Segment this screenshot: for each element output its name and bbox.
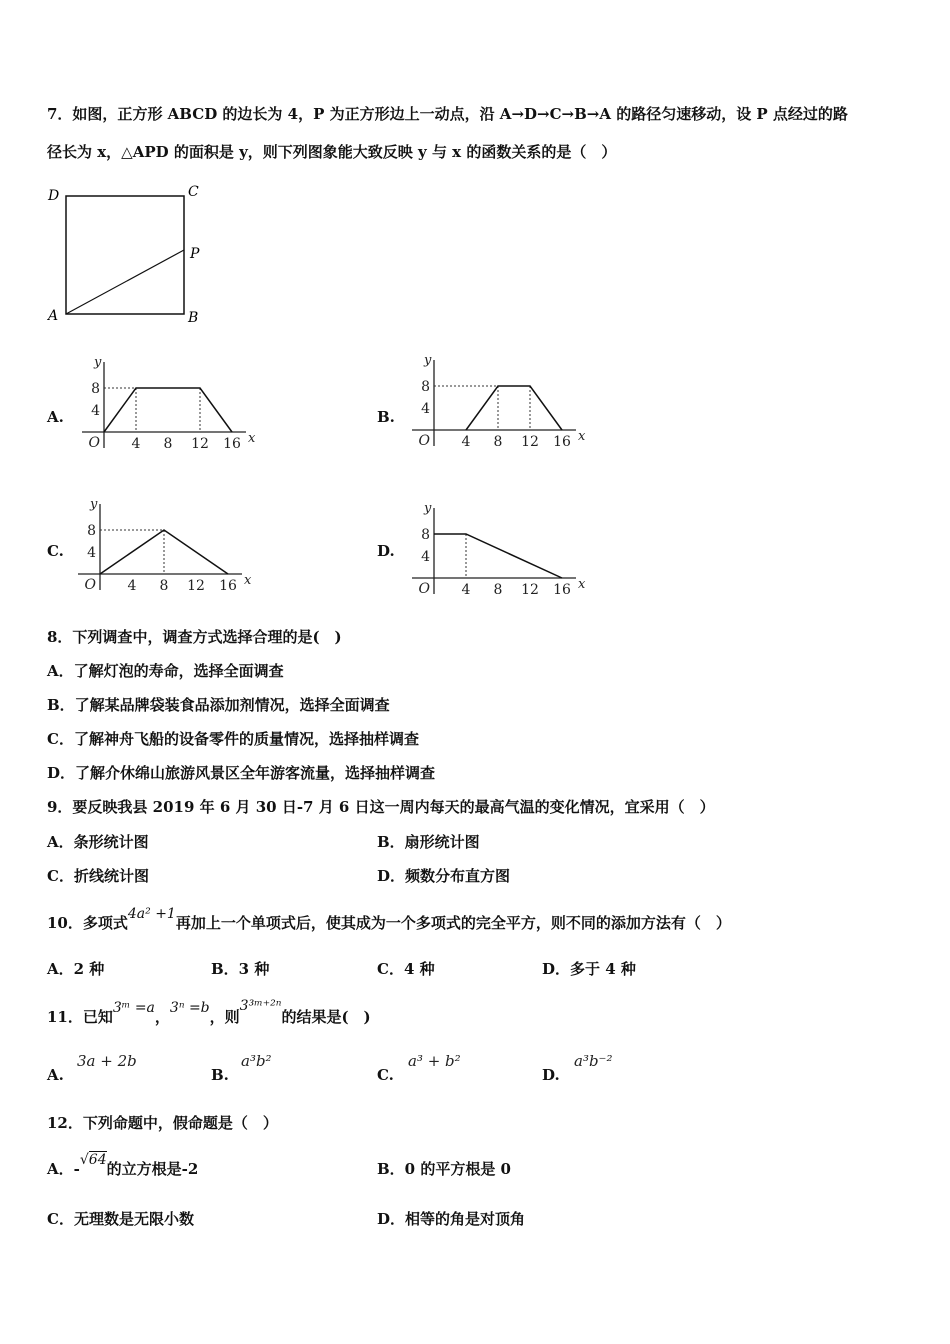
- x-axis-label: x: [248, 431, 256, 446]
- q12-option-a-suffix: 的立方根是-2: [106, 1160, 199, 1178]
- q8-option-b: B．了解某品牌袋装食品添加剂情况，选择全面调查: [47, 696, 390, 714]
- x-tick-label: 4: [131, 436, 141, 452]
- series-line: [466, 386, 562, 430]
- q12-option-b: B．0 的平方根是 0: [377, 1160, 511, 1178]
- q8-stem: 8．下列调查中，调查方式选择合理的是( ): [47, 628, 342, 646]
- y-axis-label: y: [424, 353, 432, 368]
- x-tick-label: 16: [223, 436, 241, 452]
- origin-label: O: [84, 577, 96, 593]
- q11-condition-2: 3ⁿ =b: [169, 1000, 210, 1016]
- x-axis-label: x: [578, 429, 586, 444]
- q12-option-a: [47, 1152, 199, 1179]
- x-tick-label: 8: [163, 436, 173, 452]
- q7-option-c-label: C.: [47, 542, 64, 560]
- q12-option-c: C．无理数是无限小数: [47, 1210, 194, 1228]
- y-tick-label: 8: [91, 381, 100, 397]
- q11-option-a-label: A.: [47, 1066, 64, 1084]
- q8-option-a: A．了解灯泡的寿命，选择全面调查: [47, 662, 284, 680]
- q11-expression: 3³ᵐ⁺²ⁿ: [239, 998, 282, 1014]
- y-tick-label: 8: [421, 527, 430, 543]
- q10-option-a: A．2 种: [47, 960, 105, 978]
- q7-option-d-chart: [404, 498, 594, 600]
- x-tick-label: 16: [553, 434, 571, 450]
- series-line: [104, 388, 232, 432]
- q11-option-d: a³b⁻²: [574, 1052, 613, 1070]
- x-tick-label: 12: [187, 578, 205, 594]
- y-tick-label: 4: [91, 403, 100, 419]
- x-tick-label: 12: [521, 582, 539, 598]
- q11-stem: [47, 998, 371, 1027]
- q11-comma: ，: [154, 1008, 170, 1026]
- x-axis-label: x: [578, 577, 586, 592]
- x-tick-label: 4: [461, 434, 471, 450]
- q10-polynomial: 4a² +1: [127, 906, 176, 922]
- q9-option-c: C．折线统计图: [47, 867, 149, 885]
- y-tick-label: 4: [421, 401, 430, 417]
- q11-prefix: 11．已知: [47, 1008, 113, 1026]
- q12-option-a-prefix: A．-: [47, 1160, 80, 1178]
- series-line: [434, 534, 562, 578]
- q11-condition-1: 3ᵐ =a: [112, 1000, 155, 1016]
- y-tick-label: 8: [87, 523, 96, 539]
- q7-option-d-label: D.: [377, 542, 395, 560]
- q8-option-c: C．了解神舟飞船的设备零件的质量情况，选择抽样调查: [47, 730, 419, 748]
- x-tick-label: 4: [461, 582, 471, 598]
- y-axis-label: y: [94, 355, 102, 370]
- q11-suffix: 的结果是( ): [281, 1008, 371, 1026]
- q10-option-d: D．多于 4 种: [542, 960, 636, 978]
- y-axis-label: y: [90, 497, 98, 512]
- x-tick-label: 8: [493, 582, 503, 598]
- q7-stem-line2: 径长为 x，△APD 的面积是 y，则下列图象能大致反映 y 与 x 的函数关系的是（ ）: [47, 143, 617, 161]
- q11-option-b: a³b²: [241, 1052, 272, 1070]
- square-figure: [40, 180, 220, 330]
- vertex-label-a: A: [48, 308, 59, 324]
- x-tick-label: 8: [159, 578, 169, 594]
- origin-label: O: [88, 435, 100, 451]
- vertex-label-c: C: [188, 184, 199, 200]
- q7-option-a-chart: [74, 352, 264, 454]
- y-axis-label: y: [424, 501, 432, 516]
- q10-suffix: 再加上一个单项式后，使其成为一个多项式的完全平方，则不同的添加方法有（ ）: [175, 914, 731, 932]
- q11-option-d-label: D.: [542, 1066, 560, 1084]
- q11-option-a: 3a + 2b: [77, 1052, 137, 1070]
- sqrt-icon: √64: [79, 1152, 107, 1168]
- q7-option-a-label: A.: [47, 408, 64, 426]
- q11-option-c-label: C.: [377, 1066, 394, 1084]
- q9-option-d: D．频数分布直方图: [377, 867, 511, 885]
- q8-option-d: D．了解介休绵山旅游风景区全年游客流量，选择抽样调查: [47, 764, 436, 782]
- y-tick-label: 4: [421, 549, 430, 565]
- q12-option-d: D．相等的角是对顶角: [377, 1210, 526, 1228]
- q7-option-b-label: B.: [377, 408, 395, 426]
- q7-stem-line1: 7．如图，正方形 ABCD 的边长为 4，P 为正方形边上一动点，沿 A→D→C→B→A 的路径匀速移动，设 P 点经过的路: [47, 105, 848, 123]
- q11-option-c: a³ + b²: [408, 1052, 461, 1070]
- y-tick-label: 4: [87, 545, 96, 561]
- origin-label: O: [418, 581, 430, 597]
- q12-radicand: 64: [88, 1152, 107, 1168]
- x-tick-label: 8: [493, 434, 503, 450]
- x-tick-label: 16: [553, 582, 571, 598]
- x-tick-label: 12: [191, 436, 209, 452]
- x-tick-label: 16: [219, 578, 237, 594]
- point-label-p: P: [190, 246, 200, 262]
- q10-option-b: B．3 种: [211, 960, 270, 978]
- vertex-label-d: D: [48, 188, 60, 204]
- q11-then: ，则: [209, 1008, 240, 1026]
- x-tick-label: 12: [521, 434, 539, 450]
- q12-stem: 12．下列命题中，假命题是（ ）: [47, 1114, 278, 1132]
- vertex-label-b: B: [188, 310, 199, 326]
- q9-stem: 9．要反映我县 2019 年 6 月 30 日-7 月 6 日这一周内每天的最高气温的变化情况，宜采用（ ）: [47, 798, 715, 816]
- q10-stem: [47, 906, 731, 933]
- x-axis-label: x: [244, 573, 252, 588]
- q7-option-c-chart: [70, 494, 260, 596]
- origin-label: O: [418, 433, 430, 449]
- y-tick-label: 8: [421, 379, 430, 395]
- q9-option-a: A．条形统计图: [47, 833, 149, 851]
- q10-option-c: C．4 种: [377, 960, 435, 978]
- q9-option-b: B．扇形统计图: [377, 833, 480, 851]
- q10-prefix: 10．多项式: [47, 914, 128, 932]
- x-tick-label: 4: [127, 578, 137, 594]
- q11-option-b-label: B.: [211, 1066, 229, 1084]
- q7-option-b-chart: [404, 350, 594, 452]
